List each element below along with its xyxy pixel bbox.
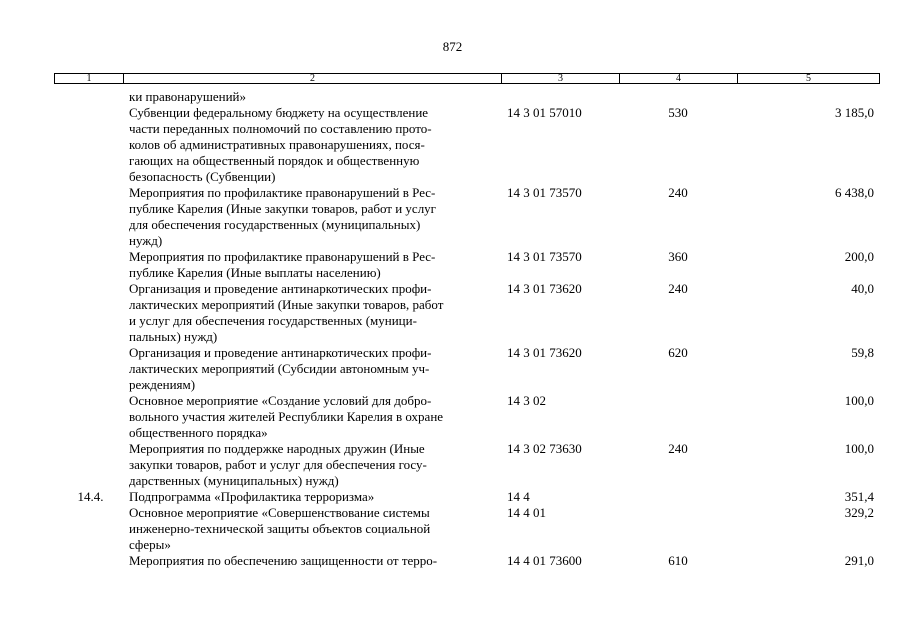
row-name — [123, 281, 501, 345]
row-name-line: ки правонарушений» — [129, 89, 247, 104]
row-amount: 3 185,0 — [835, 105, 874, 120]
row-expense-type: 530 — [668, 105, 688, 120]
row-name-line: общественного порядка» — [129, 425, 268, 440]
row-amount: 40,0 — [851, 281, 874, 296]
row-amount: 59,8 — [851, 345, 874, 360]
table-row — [54, 89, 880, 105]
row-name-line: Организация и проведение антинаркотических профи- — [129, 281, 432, 296]
table-row — [54, 185, 880, 249]
row-name-line: сферы» — [129, 537, 171, 552]
row-name — [123, 441, 501, 489]
header-col-4: 4 — [620, 74, 738, 83]
row-name-line: публике Карелия (Иные закупки товаров, работ и услуг — [129, 201, 437, 216]
row-amount: 329,2 — [844, 505, 874, 520]
row-name-line: Основное мероприятие «Создание условий для добро- — [129, 393, 432, 408]
row-expense-type: 240 — [668, 281, 688, 296]
row-code: 14 3 01 73570 — [507, 185, 582, 200]
table-row — [54, 441, 880, 489]
row-expense-type: 240 — [668, 185, 688, 200]
row-name-line: Субвенции федеральному бюджету на осуществление — [129, 105, 429, 120]
row-amount: 100,0 — [844, 393, 874, 408]
row-name-line: инженерно-технической защиты объектов социальной — [129, 521, 431, 536]
row-name-line: реждениям) — [129, 377, 196, 392]
row-expense-type: 360 — [668, 249, 688, 264]
header-col-2: 2 — [124, 74, 502, 83]
row-name — [123, 393, 501, 441]
row-name-line: дарственных (муниципальных) нужд) — [129, 473, 339, 488]
row-code: 14 3 02 73630 — [507, 441, 582, 456]
table-row — [54, 489, 880, 505]
table-row — [54, 553, 880, 569]
row-name-line: нужд) — [129, 233, 163, 248]
row-name-line: лактических мероприятий (Субсидии автономным уч- — [129, 361, 430, 376]
row-amount: 291,0 — [844, 553, 874, 568]
page-number: 872 — [442, 39, 463, 54]
row-code: 14 3 01 73620 — [507, 345, 582, 360]
row-name-line: Основное мероприятие «Совершенствование системы — [129, 505, 430, 520]
row-amount: 100,0 — [844, 441, 874, 456]
row-name-line: колов об административных правонарушениях, пося- — [129, 137, 425, 152]
table-row — [54, 105, 880, 185]
row-code: 14 3 01 73570 — [507, 249, 582, 264]
row-name-line: лактических мероприятий (Иные закупки товаров, работ — [129, 297, 444, 312]
row-amount: 6 438,0 — [835, 185, 874, 200]
row-code: 14 3 02 — [507, 393, 546, 408]
row-number: 14.4. — [77, 489, 104, 504]
row-expense-type: 240 — [668, 441, 688, 456]
row-name-line: Мероприятия по профилактике правонарушений в Рес- — [129, 185, 436, 200]
table-row — [54, 345, 880, 393]
table-row — [54, 393, 880, 441]
row-name-line: вольного участия жителей Республики Карелия в охране — [129, 409, 444, 424]
row-name — [123, 89, 501, 105]
row-amount: 200,0 — [844, 249, 874, 264]
header-col-1: 1 — [55, 74, 124, 83]
row-amount: 351,4 — [844, 489, 874, 504]
row-name-line: Подпрограмма «Профилактика терроризма» — [129, 489, 375, 504]
row-name — [123, 489, 501, 505]
row-name-line: гающих на общественный порядок и общественную — [129, 153, 420, 168]
row-name — [123, 105, 501, 185]
row-code: 14 4 01 73600 — [507, 553, 582, 568]
row-expense-type: 620 — [668, 345, 688, 360]
row-name-line: закупки товаров, работ и услуг для обеспечения госу- — [129, 457, 427, 472]
row-name-line: для обеспечения государственных (муниципальных) — [129, 217, 421, 232]
table-body — [54, 89, 880, 569]
header-col-3: 3 — [502, 74, 620, 83]
row-code: 14 3 01 57010 — [507, 105, 582, 120]
row-name-line: части переданных полномочий по составлению прото- — [129, 121, 432, 136]
row-name-line: Организация и проведение антинаркотических профи- — [129, 345, 432, 360]
row-name-line: Мероприятия по обеспечению защищенности от терро- — [129, 553, 438, 568]
row-name-line: пальных) нужд) — [129, 329, 218, 344]
row-code: 14 4 01 — [507, 505, 546, 520]
table-header — [54, 73, 880, 84]
row-expense-type: 610 — [668, 553, 688, 568]
row-code: 14 3 01 73620 — [507, 281, 582, 296]
row-name — [123, 553, 501, 569]
table-row — [54, 249, 880, 281]
row-name — [123, 249, 501, 281]
table-row — [54, 505, 880, 553]
row-name — [123, 505, 501, 553]
row-name-line: и услуг для обеспечения государственных (муници- — [129, 313, 417, 328]
row-name-line: публике Карелия (Иные выплаты населению) — [129, 265, 381, 280]
row-name — [123, 185, 501, 249]
row-name — [123, 345, 501, 393]
table-row — [54, 281, 880, 345]
row-name-line: Мероприятия по поддержке народных дружин (Иные — [129, 441, 425, 456]
row-name-line: безопасность (Субвенции) — [129, 169, 276, 184]
row-code: 14 4 — [507, 489, 530, 504]
row-name-line: Мероприятия по профилактике правонарушений в Рес- — [129, 249, 436, 264]
header-col-5: 5 — [806, 73, 811, 84]
